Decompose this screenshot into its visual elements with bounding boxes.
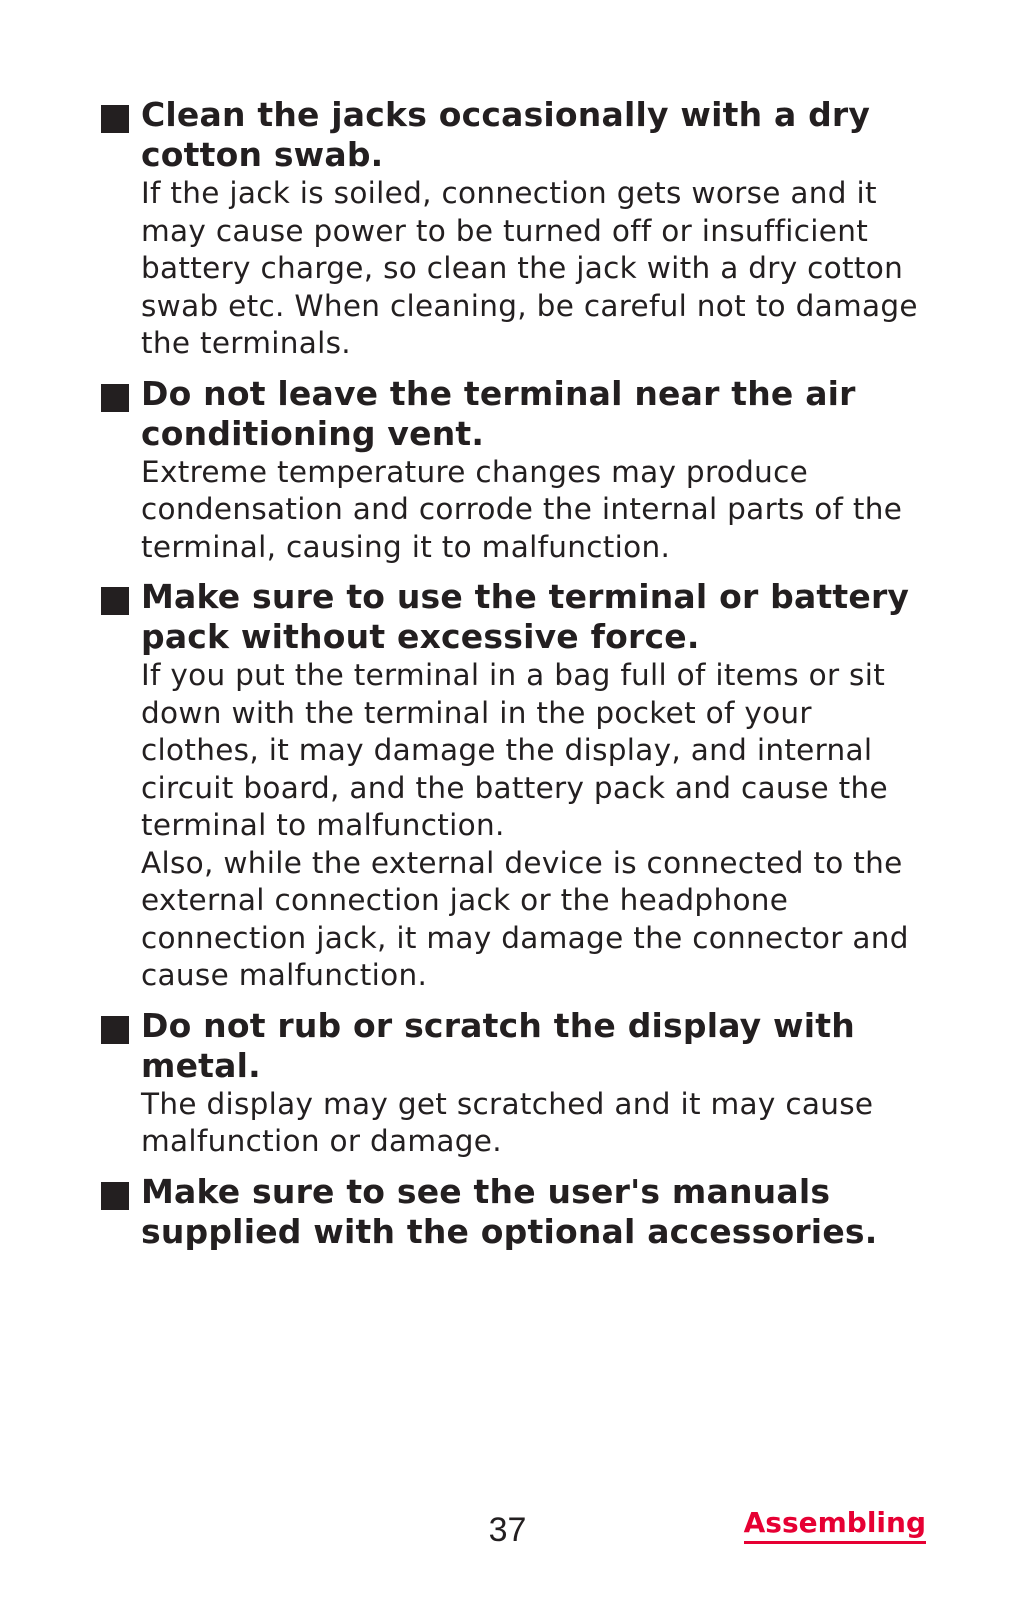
section-heading [101,577,931,657]
section-heading [101,374,931,454]
heading-text: Do not rub or scratch the display with metal. [141,1005,855,1085]
square-bullet-icon [101,1016,129,1044]
heading-text: Do not leave the terminal near the air conditioning vent. [141,373,856,453]
section-body [141,657,931,995]
section-link-assembling[interactable]: Assembling [744,1506,926,1544]
square-bullet-icon [101,587,129,615]
paragraph: If you put the terminal in a bag full of items or sit down with the terminal in the pocket of your clothes, it may damage the display, and internal circuit board, and the battery pack and cause the terminal to malfunction. [141,658,888,842]
heading-text: Make sure to use the terminal or battery pack without excessive force. [141,577,910,656]
section-body [141,1086,931,1161]
page-number: 37 [488,1511,527,1549]
document-content [101,95,931,1263]
section-air-vent [101,374,931,567]
heading-text: Make sure to see the user's manuals supplied with the optional accessories. [141,1171,878,1251]
section-heading [101,95,931,175]
section-body [141,175,931,363]
section-user-manuals [101,1172,931,1252]
paragraph: The display may get scratched and it may cause malfunction or damage. [141,1086,874,1158]
paragraph: If the jack is soiled, connection gets worse and it may cause power to be turned off or insufficient battery charge, so clean the jack with a dry cotton swab etc. When cleaning, be careful not to damage the terminals. [141,176,918,360]
paragraph: Extreme temperature changes may produce condensation and corrode the internal parts of the terminal, causing it to malfunction. [141,454,903,564]
square-bullet-icon [101,384,129,412]
square-bullet-icon [101,1182,129,1210]
square-bullet-icon [101,105,129,133]
section-scratch-display [101,1006,931,1161]
section-clean-jacks [101,95,931,363]
paragraph: Also, while the external device is connected to the external connection jack or the headphone connection jack, it may damage the connector and cause malfunction. [141,845,909,992]
heading-text: Clean the jacks occasionally with a dry cotton swab. [141,95,871,174]
section-heading [101,1172,931,1252]
section-heading [101,1006,931,1086]
section-body [141,454,931,567]
section-excessive-force [101,577,931,995]
